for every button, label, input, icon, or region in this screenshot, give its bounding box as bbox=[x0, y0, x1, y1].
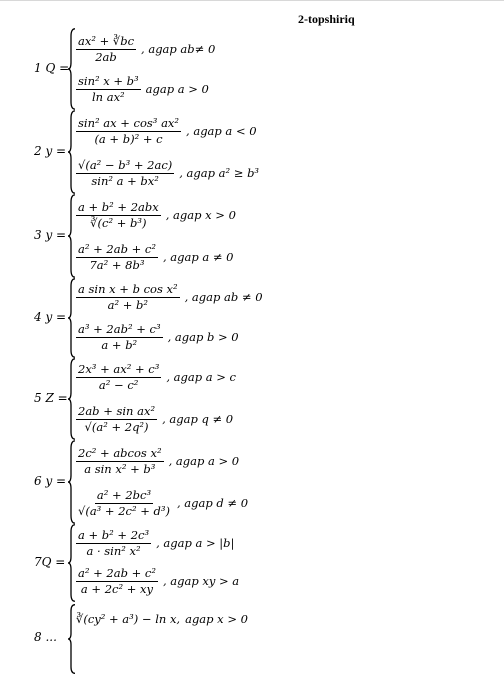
left-brace bbox=[68, 28, 76, 110]
top-border bbox=[0, 0, 504, 1]
problem-1 bbox=[0, 28, 504, 110]
numerator: 2c² + abcos x² bbox=[78, 445, 162, 460]
fraction bbox=[76, 74, 141, 105]
denominator: a² − c² bbox=[98, 377, 139, 392]
condition: , agap x > 0 bbox=[165, 208, 236, 222]
condition: , agap ab≠ 0 bbox=[141, 42, 216, 56]
left-brace bbox=[68, 524, 76, 602]
denominator: a + 2c² + xy bbox=[80, 581, 154, 596]
denominator: √(a³ + 2c² + d³) bbox=[78, 503, 170, 518]
denominator: sin² a + bx² bbox=[91, 173, 159, 188]
problem-8 bbox=[0, 604, 504, 644]
denominator: 7a² + 8b³ bbox=[89, 257, 145, 272]
numerator: a + b² + 2abx bbox=[78, 199, 159, 214]
denominator: (a + b)² + c bbox=[94, 131, 163, 146]
problem-label: 2 y = bbox=[34, 144, 67, 158]
left-brace bbox=[68, 358, 76, 440]
denominator: a sin x² + b³ bbox=[84, 461, 156, 476]
case-1 bbox=[76, 596, 248, 642]
problem-label: 1 Q = bbox=[34, 61, 70, 75]
numerator: a² + 2bc³ bbox=[96, 487, 152, 502]
fraction bbox=[76, 566, 158, 597]
condition: , agap ab ≠ 0 bbox=[184, 290, 263, 304]
numerator: 2ab + sin ax² bbox=[78, 403, 156, 418]
denominator: a² + b² bbox=[107, 297, 148, 312]
fraction bbox=[76, 242, 158, 273]
condition: , agap a < 0 bbox=[186, 124, 257, 138]
fraction bbox=[76, 322, 163, 353]
numerator: a³ + 2ab² + c³ bbox=[78, 321, 161, 336]
numerator: ax² + ∛bc bbox=[78, 33, 135, 48]
left-brace bbox=[68, 110, 76, 194]
problem-4 bbox=[0, 278, 504, 358]
problem-label: 7Q = bbox=[34, 555, 66, 569]
condition: agap a > 0 bbox=[145, 82, 209, 96]
fraction bbox=[76, 200, 161, 231]
problem-label: 4 y = bbox=[34, 310, 67, 324]
fraction bbox=[76, 34, 136, 65]
problem-7 bbox=[0, 524, 504, 602]
denominator: 2ab bbox=[95, 49, 117, 64]
denominator: a + b² bbox=[101, 337, 138, 352]
problem-label: 8 ... bbox=[34, 630, 57, 644]
condition: , agap b > 0 bbox=[167, 330, 239, 344]
fraction bbox=[76, 362, 161, 393]
condition: , agap a ≠ 0 bbox=[162, 250, 234, 264]
problem-6 bbox=[0, 440, 504, 524]
case-2 bbox=[76, 396, 233, 442]
numerator: a² + 2ab + c² bbox=[78, 565, 156, 580]
fraction bbox=[76, 488, 172, 519]
case-1 bbox=[76, 108, 257, 154]
fraction bbox=[76, 446, 164, 477]
numerator: 2x³ + ax² + c³ bbox=[78, 361, 160, 376]
problem-2 bbox=[0, 110, 504, 194]
fraction bbox=[76, 158, 174, 189]
condition: , agap a > c bbox=[166, 370, 236, 384]
condition: , agap d ≠ 0 bbox=[177, 496, 249, 510]
numerator: a² + 2ab + c² bbox=[78, 241, 156, 256]
left-brace bbox=[68, 194, 76, 278]
numerator: sin² x + b³ bbox=[78, 73, 139, 88]
problem-5 bbox=[0, 358, 504, 440]
numerator: sin² ax + cos³ ax² bbox=[78, 115, 180, 130]
numerator: √(a² − b³ + 2ac) bbox=[78, 157, 173, 172]
fraction bbox=[76, 528, 151, 559]
page-title: 2-topshiriq bbox=[298, 12, 355, 26]
case-1 bbox=[76, 438, 239, 484]
left-brace bbox=[68, 278, 76, 358]
condition: , agap a > |b| bbox=[156, 536, 235, 550]
fraction bbox=[76, 404, 157, 435]
condition: , agap a > 0 bbox=[168, 454, 240, 468]
condition: , agap a² ≥ b³ bbox=[179, 166, 260, 180]
case-1 bbox=[76, 192, 236, 238]
condition: agap x > 0 bbox=[185, 612, 248, 626]
case-1 bbox=[76, 354, 236, 400]
problem-label: 6 y = bbox=[34, 474, 67, 488]
denominator: a · sin² x² bbox=[86, 543, 141, 558]
case-2 bbox=[76, 66, 209, 112]
numerator: a + b² + 2c³ bbox=[78, 527, 150, 542]
problem-label: 5 Z = bbox=[34, 391, 68, 405]
fraction bbox=[76, 116, 181, 147]
condition: , agap xy > a bbox=[162, 574, 240, 588]
left-brace bbox=[68, 604, 76, 674]
problem-label: 3 y = bbox=[34, 228, 67, 242]
left-brace bbox=[68, 440, 76, 524]
numerator: a sin x + b cos x² bbox=[78, 281, 178, 296]
expression: ∛(cy² + a³) − ln x, bbox=[76, 612, 181, 626]
fraction bbox=[76, 282, 180, 313]
condition: , agap q ≠ 0 bbox=[162, 412, 234, 426]
denominator: √(a² + 2q²) bbox=[84, 419, 149, 434]
case-2 bbox=[76, 150, 259, 196]
problem-3 bbox=[0, 194, 504, 278]
denominator: ln ax² bbox=[91, 89, 125, 104]
denominator: ∛(c² + b³) bbox=[90, 215, 147, 230]
